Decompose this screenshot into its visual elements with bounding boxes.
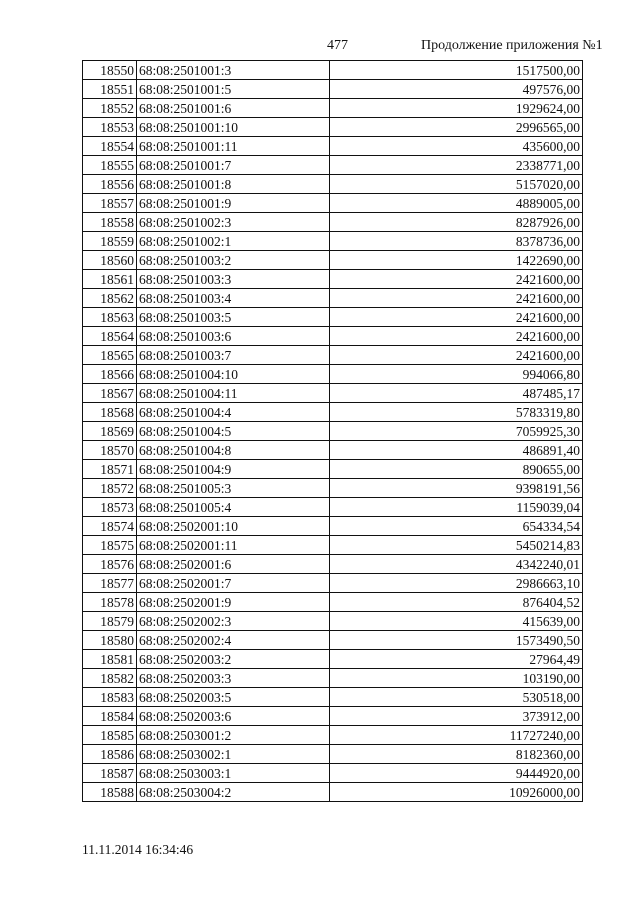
table-row: [83, 631, 583, 650]
row-number-cell: 18576: [83, 555, 137, 574]
row-number-cell: 18588: [83, 783, 137, 802]
table-row: [83, 384, 583, 403]
cadastral-value-cell: 1422690,00: [330, 251, 583, 270]
cadastral-value-cell: 1517500,00: [330, 61, 583, 80]
cadastral-value-cell: 876404,52: [330, 593, 583, 612]
cadastral-value-cell: 11727240,00: [330, 726, 583, 745]
cadastral-value-cell: 2986663,10: [330, 574, 583, 593]
cadastral-number-cell: 68:08:2503001:2: [137, 726, 330, 745]
cadastral-value-cell: 2996565,00: [330, 118, 583, 137]
cadastral-number-cell: 68:08:2502001:6: [137, 555, 330, 574]
row-number-cell: 18579: [83, 612, 137, 631]
cadastral-number-cell: 68:08:2501004:8: [137, 441, 330, 460]
cadastral-value-table: [82, 60, 583, 802]
cadastral-number-cell: 68:08:2501001:7: [137, 156, 330, 175]
cadastral-number-cell: 68:08:2501003:7: [137, 346, 330, 365]
table-row: [83, 156, 583, 175]
cadastral-value-cell: 994066,80: [330, 365, 583, 384]
cadastral-value-cell: 5157020,00: [330, 175, 583, 194]
cadastral-number-cell: 68:08:2501001:10: [137, 118, 330, 137]
row-number-cell: 18556: [83, 175, 137, 194]
cadastral-value-cell: 4342240,01: [330, 555, 583, 574]
row-number-cell: 18585: [83, 726, 137, 745]
row-number-cell: 18558: [83, 213, 137, 232]
row-number-cell: 18581: [83, 650, 137, 669]
cadastral-value-cell: 103190,00: [330, 669, 583, 688]
row-number-cell: 18550: [83, 61, 137, 80]
cadastral-number-cell: 68:08:2502002:4: [137, 631, 330, 650]
cadastral-value-cell: 1573490,50: [330, 631, 583, 650]
cadastral-number-cell: 68:08:2501002:3: [137, 213, 330, 232]
cadastral-number-cell: 68:08:2501003:2: [137, 251, 330, 270]
table-row: [83, 745, 583, 764]
cadastral-value-cell: 2421600,00: [330, 308, 583, 327]
table-row: [83, 783, 583, 802]
table-row: [83, 327, 583, 346]
appendix-continuation-label: Продолжение приложения №1: [421, 38, 603, 53]
row-number-cell: 18569: [83, 422, 137, 441]
table-row: [83, 365, 583, 384]
row-number-cell: 18575: [83, 536, 137, 555]
row-number-cell: 18578: [83, 593, 137, 612]
row-number-cell: 18553: [83, 118, 137, 137]
row-number-cell: 18573: [83, 498, 137, 517]
cadastral-number-cell: 68:08:2501002:1: [137, 232, 330, 251]
row-number-cell: 18586: [83, 745, 137, 764]
cadastral-number-cell: 68:08:2501001:3: [137, 61, 330, 80]
row-number-cell: 18572: [83, 479, 137, 498]
row-number-cell: 18557: [83, 194, 137, 213]
cadastral-number-cell: 68:08:2501003:3: [137, 270, 330, 289]
cadastral-value-cell: 5783319,80: [330, 403, 583, 422]
cadastral-value-cell: 8182360,00: [330, 745, 583, 764]
table-row: [83, 498, 583, 517]
row-number-cell: 18571: [83, 460, 137, 479]
cadastral-value-cell: 10926000,00: [330, 783, 583, 802]
cadastral-value-cell: 497576,00: [330, 80, 583, 99]
row-number-cell: 18567: [83, 384, 137, 403]
cadastral-value-cell: 1929624,00: [330, 99, 583, 118]
cadastral-value-cell: 8378736,00: [330, 232, 583, 251]
cadastral-number-cell: 68:08:2501001:5: [137, 80, 330, 99]
cadastral-value-cell: 2421600,00: [330, 270, 583, 289]
cadastral-number-cell: 68:08:2502003:5: [137, 688, 330, 707]
cadastral-value-cell: 7059925,30: [330, 422, 583, 441]
cadastral-value-cell: 373912,00: [330, 707, 583, 726]
table-body: [83, 61, 583, 802]
table-row: [83, 764, 583, 783]
row-number-cell: 18552: [83, 99, 137, 118]
table-row: [83, 213, 583, 232]
cadastral-number-cell: 68:08:2502001:7: [137, 574, 330, 593]
page-number: 477: [327, 38, 348, 53]
cadastral-number-cell: 68:08:2502003:6: [137, 707, 330, 726]
cadastral-number-cell: 68:08:2501001:8: [137, 175, 330, 194]
row-number-cell: 18587: [83, 764, 137, 783]
cadastral-number-cell: 68:08:2502001:11: [137, 536, 330, 555]
cadastral-number-cell: 68:08:2501004:11: [137, 384, 330, 403]
table-row: [83, 80, 583, 99]
cadastral-value-cell: 435600,00: [330, 137, 583, 156]
row-number-cell: 18570: [83, 441, 137, 460]
row-number-cell: 18561: [83, 270, 137, 289]
table-row: [83, 99, 583, 118]
row-number-cell: 18584: [83, 707, 137, 726]
table-row: [83, 460, 583, 479]
cadastral-value-cell: 8287926,00: [330, 213, 583, 232]
table-row: [83, 536, 583, 555]
cadastral-number-cell: 68:08:2501003:6: [137, 327, 330, 346]
cadastral-number-cell: 68:08:2501004:9: [137, 460, 330, 479]
cadastral-value-cell: 4889005,00: [330, 194, 583, 213]
cadastral-value-cell: 9398191,56: [330, 479, 583, 498]
table-row: [83, 403, 583, 422]
cadastral-number-cell: 68:08:2501003:5: [137, 308, 330, 327]
cadastral-value-cell: 415639,00: [330, 612, 583, 631]
row-number-cell: 18555: [83, 156, 137, 175]
cadastral-value-cell: 9444920,00: [330, 764, 583, 783]
cadastral-number-cell: 68:08:2502001:10: [137, 517, 330, 536]
table-row: [83, 118, 583, 137]
table-row: [83, 593, 583, 612]
cadastral-number-cell: 68:08:2501001:11: [137, 137, 330, 156]
cadastral-value-cell: 487485,17: [330, 384, 583, 403]
cadastral-number-cell: 68:08:2501001:6: [137, 99, 330, 118]
table-row: [83, 308, 583, 327]
row-number-cell: 18563: [83, 308, 137, 327]
table-row: [83, 612, 583, 631]
cadastral-value-cell: 2421600,00: [330, 289, 583, 308]
cadastral-value-cell: 27964,49: [330, 650, 583, 669]
table-row: [83, 707, 583, 726]
cadastral-value-cell: 2421600,00: [330, 327, 583, 346]
row-number-cell: 18583: [83, 688, 137, 707]
table-row: [83, 726, 583, 745]
table-row: [83, 251, 583, 270]
table-row: [83, 650, 583, 669]
row-number-cell: 18565: [83, 346, 137, 365]
table-row: [83, 555, 583, 574]
cadastral-value-cell: 2421600,00: [330, 346, 583, 365]
row-number-cell: 18554: [83, 137, 137, 156]
table-row: [83, 137, 583, 156]
table-row: [83, 517, 583, 536]
cadastral-value-cell: 486891,40: [330, 441, 583, 460]
cadastral-number-cell: 68:08:2501005:4: [137, 498, 330, 517]
cadastral-value-cell: 1159039,04: [330, 498, 583, 517]
cadastral-number-cell: 68:08:2501003:4: [137, 289, 330, 308]
row-number-cell: 18577: [83, 574, 137, 593]
cadastral-number-cell: 68:08:2501004:5: [137, 422, 330, 441]
table-row: [83, 61, 583, 80]
cadastral-value-cell: 2338771,00: [330, 156, 583, 175]
cadastral-number-cell: 68:08:2502001:9: [137, 593, 330, 612]
row-number-cell: 18564: [83, 327, 137, 346]
table-row: [83, 270, 583, 289]
row-number-cell: 18559: [83, 232, 137, 251]
table-row: [83, 479, 583, 498]
cadastral-number-cell: 68:08:2501001:9: [137, 194, 330, 213]
table-row: [83, 175, 583, 194]
table-row: [83, 574, 583, 593]
table-row: [83, 669, 583, 688]
cadastral-value-cell: 654334,54: [330, 517, 583, 536]
table-row: [83, 441, 583, 460]
cadastral-number-cell: 68:08:2502003:3: [137, 669, 330, 688]
cadastral-number-cell: 68:08:2502003:2: [137, 650, 330, 669]
table-row: [83, 422, 583, 441]
row-number-cell: 18568: [83, 403, 137, 422]
row-number-cell: 18566: [83, 365, 137, 384]
cadastral-number-cell: 68:08:2502002:3: [137, 612, 330, 631]
cadastral-value-cell: 5450214,83: [330, 536, 583, 555]
row-number-cell: 18551: [83, 80, 137, 99]
table-row: [83, 194, 583, 213]
table-row: [83, 232, 583, 251]
row-number-cell: 18574: [83, 517, 137, 536]
row-number-cell: 18580: [83, 631, 137, 650]
cadastral-value-cell: 530518,00: [330, 688, 583, 707]
print-timestamp: 11.11.2014 16:34:46: [82, 842, 194, 857]
row-number-cell: 18560: [83, 251, 137, 270]
row-number-cell: 18562: [83, 289, 137, 308]
row-number-cell: 18582: [83, 669, 137, 688]
cadastral-number-cell: 68:08:2503004:2: [137, 783, 330, 802]
table-row: [83, 688, 583, 707]
cadastral-value-cell: 890655,00: [330, 460, 583, 479]
cadastral-number-cell: 68:08:2503003:1: [137, 764, 330, 783]
table-row: [83, 289, 583, 308]
cadastral-number-cell: 68:08:2501005:3: [137, 479, 330, 498]
cadastral-number-cell: 68:08:2501004:4: [137, 403, 330, 422]
cadastral-number-cell: 68:08:2503002:1: [137, 745, 330, 764]
table-row: [83, 346, 583, 365]
cadastral-number-cell: 68:08:2501004:10: [137, 365, 330, 384]
